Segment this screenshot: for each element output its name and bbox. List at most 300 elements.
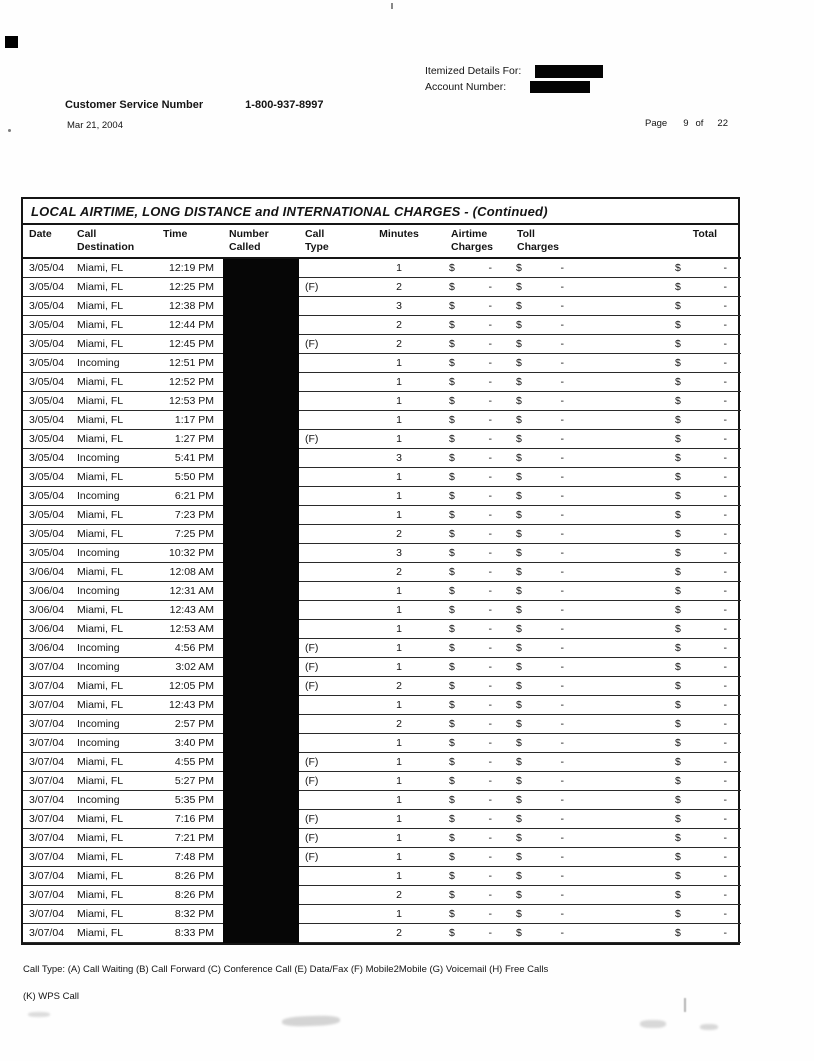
- call-minutes: 2: [361, 677, 437, 696]
- charge-amount: -: [488, 737, 492, 749]
- call-destination: Incoming: [73, 791, 157, 810]
- currency-symbol: $: [449, 528, 455, 540]
- currency-symbol: $: [449, 357, 455, 369]
- currency-symbol: $: [449, 585, 455, 597]
- number-called-redaction: [223, 525, 299, 544]
- currency-symbol: $: [675, 357, 681, 369]
- currency-symbol: $: [516, 433, 522, 445]
- currency-symbol: $: [516, 794, 522, 806]
- airtime-charge: [437, 582, 507, 601]
- call-date: 3/07/04: [23, 772, 73, 791]
- call-date: 3/07/04: [23, 829, 73, 848]
- airtime-charge: [437, 335, 507, 354]
- airtime-charge: [437, 563, 507, 582]
- call-type-code: (F): [299, 658, 361, 677]
- currency-symbol: $: [516, 851, 522, 863]
- charge-amount: -: [488, 775, 492, 787]
- call-destination: Miami, FL: [73, 468, 157, 487]
- call-time: 7:23 PM: [157, 506, 223, 525]
- table-row: [23, 677, 741, 696]
- charge-amount: -: [560, 376, 564, 388]
- charge-amount: -: [723, 509, 727, 521]
- toll-charge: [507, 658, 583, 677]
- toll-charge: [507, 487, 583, 506]
- airtime-charge: [437, 297, 507, 316]
- call-destination: Miami, FL: [73, 696, 157, 715]
- total-charge: [583, 354, 741, 373]
- call-date: 3/05/04: [23, 297, 73, 316]
- currency-symbol: $: [449, 262, 455, 274]
- currency-symbol: $: [449, 471, 455, 483]
- toll-charge: [507, 506, 583, 525]
- call-minutes: 1: [361, 696, 437, 715]
- airtime-charge: [437, 715, 507, 734]
- table-row: [23, 430, 741, 449]
- call-destination: Incoming: [73, 544, 157, 563]
- column-header-call-type: Call Type: [299, 225, 361, 258]
- header-row: [23, 225, 741, 258]
- charge-amount: -: [560, 490, 564, 502]
- page-total: 22: [717, 118, 728, 129]
- charge-amount: -: [488, 889, 492, 901]
- call-time: 2:57 PM: [157, 715, 223, 734]
- number-called-redaction: [223, 905, 299, 924]
- currency-symbol: $: [675, 490, 681, 502]
- table-row: [23, 506, 741, 525]
- charge-amount: -: [560, 452, 564, 464]
- table-row: [23, 258, 741, 278]
- call-type-code: [299, 582, 361, 601]
- column-header-minutes: Minutes: [361, 225, 437, 258]
- currency-symbol: $: [675, 262, 681, 274]
- currency-symbol: $: [675, 604, 681, 616]
- call-date: 3/05/04: [23, 258, 73, 278]
- table-row: [23, 848, 741, 867]
- call-time: 4:55 PM: [157, 753, 223, 772]
- charge-amount: -: [488, 794, 492, 806]
- currency-symbol: $: [449, 699, 455, 711]
- table-row: [23, 601, 741, 620]
- airtime-charge: [437, 316, 507, 335]
- scan-artifact-smudge: [700, 1024, 718, 1030]
- call-date: 3/07/04: [23, 905, 73, 924]
- currency-symbol: $: [675, 794, 681, 806]
- airtime-charge: [437, 525, 507, 544]
- charge-amount: -: [488, 262, 492, 274]
- total-charge: [583, 525, 741, 544]
- charge-amount: -: [723, 775, 727, 787]
- call-minutes: 2: [361, 335, 437, 354]
- total-charge: [583, 753, 741, 772]
- currency-symbol: $: [449, 680, 455, 692]
- page-label: Page: [645, 118, 668, 129]
- call-destination: Miami, FL: [73, 829, 157, 848]
- currency-symbol: $: [449, 870, 455, 882]
- call-minutes: 2: [361, 563, 437, 582]
- call-date: 3/07/04: [23, 886, 73, 905]
- table-row: [23, 791, 741, 810]
- call-date: 3/07/04: [23, 677, 73, 696]
- call-time: 12:19 PM: [157, 258, 223, 278]
- call-date: 3/06/04: [23, 563, 73, 582]
- call-time: 10:32 PM: [157, 544, 223, 563]
- number-called-redaction: [223, 582, 299, 601]
- call-destination: Miami, FL: [73, 506, 157, 525]
- number-called-redaction: [223, 278, 299, 297]
- currency-symbol: $: [449, 794, 455, 806]
- call-detail-table: [23, 225, 741, 943]
- currency-symbol: $: [516, 813, 522, 825]
- toll-charge: [507, 297, 583, 316]
- number-called-redaction: [223, 506, 299, 525]
- toll-charge: [507, 258, 583, 278]
- call-date: 3/06/04: [23, 601, 73, 620]
- toll-charge: [507, 791, 583, 810]
- charge-amount: -: [488, 414, 492, 426]
- total-charge: [583, 905, 741, 924]
- charge-amount: -: [723, 452, 727, 464]
- table-row: [23, 924, 741, 943]
- call-type-legend: Call Type: (A) Call Waiting (B) Call Forward (C) Conference Call (E) Data/Fax (F) Mobile2Mobile (G) Voicemail (H) Free Calls: [23, 964, 549, 975]
- currency-symbol: $: [449, 661, 455, 673]
- currency-symbol: $: [516, 300, 522, 312]
- call-minutes: 1: [361, 411, 437, 430]
- total-charge: [583, 373, 741, 392]
- currency-symbol: $: [449, 509, 455, 521]
- charge-amount: -: [560, 585, 564, 597]
- total-charge: [583, 639, 741, 658]
- charge-amount: -: [488, 604, 492, 616]
- charge-amount: -: [723, 319, 727, 331]
- total-charge: [583, 734, 741, 753]
- call-type-code: [299, 734, 361, 753]
- airtime-charge: [437, 601, 507, 620]
- call-date: 3/05/04: [23, 411, 73, 430]
- number-called-redaction: [223, 734, 299, 753]
- number-called-redaction: [223, 829, 299, 848]
- table-row: [23, 411, 741, 430]
- charge-amount: -: [488, 718, 492, 730]
- currency-symbol: $: [516, 832, 522, 844]
- charge-amount: -: [723, 585, 727, 597]
- total-charge: [583, 772, 741, 791]
- charge-amount: -: [723, 737, 727, 749]
- currency-symbol: $: [516, 490, 522, 502]
- call-time: 12:25 PM: [157, 278, 223, 297]
- currency-symbol: $: [449, 737, 455, 749]
- table-row: [23, 753, 741, 772]
- charges-table: [21, 197, 740, 945]
- call-type-code: [299, 316, 361, 335]
- airtime-charge: [437, 791, 507, 810]
- total-charge: [583, 829, 741, 848]
- scan-artifact-smudge: [28, 1012, 50, 1017]
- charge-amount: -: [560, 433, 564, 445]
- toll-charge: [507, 373, 583, 392]
- call-time: 6:21 PM: [157, 487, 223, 506]
- currency-symbol: $: [516, 281, 522, 293]
- table-row: [23, 316, 741, 335]
- charge-amount: -: [488, 528, 492, 540]
- call-destination: Miami, FL: [73, 525, 157, 544]
- column-header-toll: Toll Charges: [507, 225, 583, 258]
- call-destination: Miami, FL: [73, 297, 157, 316]
- call-rows: [23, 258, 741, 943]
- table-title: LOCAL AIRTIME, LONG DISTANCE and INTERNATIONAL CHARGES - (Continued): [23, 199, 738, 225]
- currency-symbol: $: [675, 889, 681, 901]
- call-time: 1:27 PM: [157, 430, 223, 449]
- charge-amount: -: [723, 623, 727, 635]
- total-charge: [583, 563, 741, 582]
- call-type-code: (F): [299, 335, 361, 354]
- call-type-code: [299, 924, 361, 943]
- scan-artifact-corner-mark: [5, 36, 18, 48]
- charge-amount: -: [723, 338, 727, 350]
- call-time: 8:26 PM: [157, 867, 223, 886]
- charge-amount: -: [723, 813, 727, 825]
- charge-amount: -: [723, 376, 727, 388]
- charge-amount: -: [488, 376, 492, 388]
- currency-symbol: $: [675, 813, 681, 825]
- number-called-redaction: [223, 924, 299, 943]
- airtime-charge: [437, 449, 507, 468]
- scan-artifact-smudge: [684, 998, 686, 1012]
- charge-amount: -: [723, 908, 727, 920]
- call-date: 3/05/04: [23, 354, 73, 373]
- airtime-charge: [437, 392, 507, 411]
- call-destination: Incoming: [73, 582, 157, 601]
- call-minutes: 1: [361, 582, 437, 601]
- call-destination: Miami, FL: [73, 753, 157, 772]
- call-date: 3/06/04: [23, 620, 73, 639]
- call-type-code: [299, 696, 361, 715]
- charge-amount: -: [560, 509, 564, 521]
- currency-symbol: $: [516, 528, 522, 540]
- toll-charge: [507, 335, 583, 354]
- charge-amount: -: [560, 471, 564, 483]
- airtime-charge: [437, 829, 507, 848]
- call-type-code: (F): [299, 810, 361, 829]
- toll-charge: [507, 468, 583, 487]
- table-row: [23, 810, 741, 829]
- charge-amount: -: [560, 414, 564, 426]
- currency-symbol: $: [675, 528, 681, 540]
- call-time: 12:44 PM: [157, 316, 223, 335]
- call-type-code: [299, 297, 361, 316]
- call-destination: Miami, FL: [73, 258, 157, 278]
- currency-symbol: $: [516, 338, 522, 350]
- number-called-redaction: [223, 772, 299, 791]
- toll-charge: [507, 886, 583, 905]
- call-type-code: [299, 449, 361, 468]
- currency-symbol: $: [675, 908, 681, 920]
- airtime-charge: [437, 411, 507, 430]
- call-time: 1:17 PM: [157, 411, 223, 430]
- charge-amount: -: [488, 756, 492, 768]
- number-called-redaction: [223, 487, 299, 506]
- airtime-charge: [437, 658, 507, 677]
- airtime-charge: [437, 354, 507, 373]
- currency-symbol: $: [449, 547, 455, 559]
- total-charge: [583, 867, 741, 886]
- number-called-redaction: [223, 639, 299, 658]
- call-time: 12:51 PM: [157, 354, 223, 373]
- call-minutes: 2: [361, 278, 437, 297]
- call-time: 12:38 PM: [157, 297, 223, 316]
- toll-charge: [507, 734, 583, 753]
- currency-symbol: $: [516, 585, 522, 597]
- airtime-charge: [437, 487, 507, 506]
- number-called-redaction: [223, 620, 299, 639]
- toll-charge: [507, 316, 583, 335]
- number-called-redaction: [223, 449, 299, 468]
- airtime-charge: [437, 886, 507, 905]
- call-time: 3:40 PM: [157, 734, 223, 753]
- charge-amount: -: [488, 357, 492, 369]
- call-type-code: [299, 411, 361, 430]
- call-time: 12:31 AM: [157, 582, 223, 601]
- currency-symbol: $: [516, 319, 522, 331]
- call-minutes: 2: [361, 924, 437, 943]
- airtime-charge: [437, 867, 507, 886]
- charge-amount: -: [488, 680, 492, 692]
- currency-symbol: $: [449, 452, 455, 464]
- charge-amount: -: [560, 737, 564, 749]
- call-type-code: [299, 506, 361, 525]
- call-destination: Miami, FL: [73, 886, 157, 905]
- number-called-redaction: [223, 753, 299, 772]
- currency-symbol: $: [675, 718, 681, 730]
- currency-symbol: $: [675, 395, 681, 407]
- charge-amount: -: [560, 623, 564, 635]
- airtime-charge: [437, 430, 507, 449]
- column-header-total: Total: [583, 225, 741, 258]
- call-destination: Incoming: [73, 639, 157, 658]
- charge-amount: -: [488, 585, 492, 597]
- charge-amount: -: [560, 889, 564, 901]
- call-time: 12:45 PM: [157, 335, 223, 354]
- call-type-code: (F): [299, 639, 361, 658]
- call-minutes: 1: [361, 601, 437, 620]
- currency-symbol: $: [516, 547, 522, 559]
- total-charge: [583, 848, 741, 867]
- toll-charge: [507, 867, 583, 886]
- table-row: [23, 772, 741, 791]
- currency-symbol: $: [516, 870, 522, 882]
- airtime-charge: [437, 810, 507, 829]
- charge-amount: -: [723, 547, 727, 559]
- currency-symbol: $: [675, 870, 681, 882]
- call-date: 3/05/04: [23, 487, 73, 506]
- currency-symbol: $: [516, 718, 522, 730]
- charge-amount: -: [723, 357, 727, 369]
- number-called-redaction: [223, 544, 299, 563]
- call-date: 3/07/04: [23, 867, 73, 886]
- currency-symbol: $: [516, 262, 522, 274]
- airtime-charge: [437, 677, 507, 696]
- charge-amount: -: [488, 623, 492, 635]
- airtime-charge: [437, 468, 507, 487]
- call-destination: Miami, FL: [73, 278, 157, 297]
- page-indicator: [645, 118, 728, 129]
- currency-symbol: $: [449, 338, 455, 350]
- charge-amount: -: [723, 300, 727, 312]
- call-time: 12:43 PM: [157, 696, 223, 715]
- currency-symbol: $: [516, 908, 522, 920]
- call-minutes: 1: [361, 354, 437, 373]
- number-called-redaction: [223, 658, 299, 677]
- call-minutes: 1: [361, 506, 437, 525]
- airtime-charge: [437, 639, 507, 658]
- charge-amount: -: [723, 794, 727, 806]
- table-row: [23, 487, 741, 506]
- call-type-code: [299, 601, 361, 620]
- currency-symbol: $: [675, 471, 681, 483]
- column-header-airtime: Airtime Charges: [437, 225, 507, 258]
- call-destination: Miami, FL: [73, 905, 157, 924]
- call-type-code: (F): [299, 772, 361, 791]
- number-called-redaction: [223, 563, 299, 582]
- charge-amount: -: [723, 281, 727, 293]
- toll-charge: [507, 449, 583, 468]
- table-row: [23, 354, 741, 373]
- charge-amount: -: [723, 395, 727, 407]
- call-destination: Incoming: [73, 658, 157, 677]
- currency-symbol: $: [516, 509, 522, 521]
- toll-charge: [507, 525, 583, 544]
- call-date: 3/07/04: [23, 848, 73, 867]
- number-called-redaction: [223, 354, 299, 373]
- call-time: 5:27 PM: [157, 772, 223, 791]
- currency-symbol: $: [675, 680, 681, 692]
- scan-artifact-smudge: [640, 1020, 666, 1028]
- table-row: [23, 658, 741, 677]
- charge-amount: -: [723, 680, 727, 692]
- currency-symbol: $: [449, 490, 455, 502]
- call-minutes: 1: [361, 772, 437, 791]
- currency-symbol: $: [675, 699, 681, 711]
- total-charge: [583, 316, 741, 335]
- total-charge: [583, 696, 741, 715]
- column-header-destination: Call Destination: [73, 225, 157, 258]
- call-date: 3/07/04: [23, 810, 73, 829]
- call-minutes: 3: [361, 297, 437, 316]
- currency-symbol: $: [675, 927, 681, 939]
- currency-symbol: $: [516, 775, 522, 787]
- currency-symbol: $: [449, 376, 455, 388]
- charge-amount: -: [488, 338, 492, 350]
- call-time: 7:16 PM: [157, 810, 223, 829]
- currency-symbol: $: [449, 832, 455, 844]
- call-minutes: 2: [361, 316, 437, 335]
- toll-charge: [507, 544, 583, 563]
- total-charge: [583, 677, 741, 696]
- charge-amount: -: [560, 300, 564, 312]
- currency-symbol: $: [516, 756, 522, 768]
- call-time: 7:21 PM: [157, 829, 223, 848]
- table-row: [23, 696, 741, 715]
- currency-symbol: $: [449, 414, 455, 426]
- call-date: 3/05/04: [23, 335, 73, 354]
- currency-symbol: $: [516, 642, 522, 654]
- column-header-date: Date: [23, 225, 73, 258]
- charge-amount: -: [723, 642, 727, 654]
- call-time: 12:43 AM: [157, 601, 223, 620]
- charge-amount: -: [488, 813, 492, 825]
- charge-amount: -: [560, 262, 564, 274]
- table-row: [23, 297, 741, 316]
- call-minutes: 1: [361, 829, 437, 848]
